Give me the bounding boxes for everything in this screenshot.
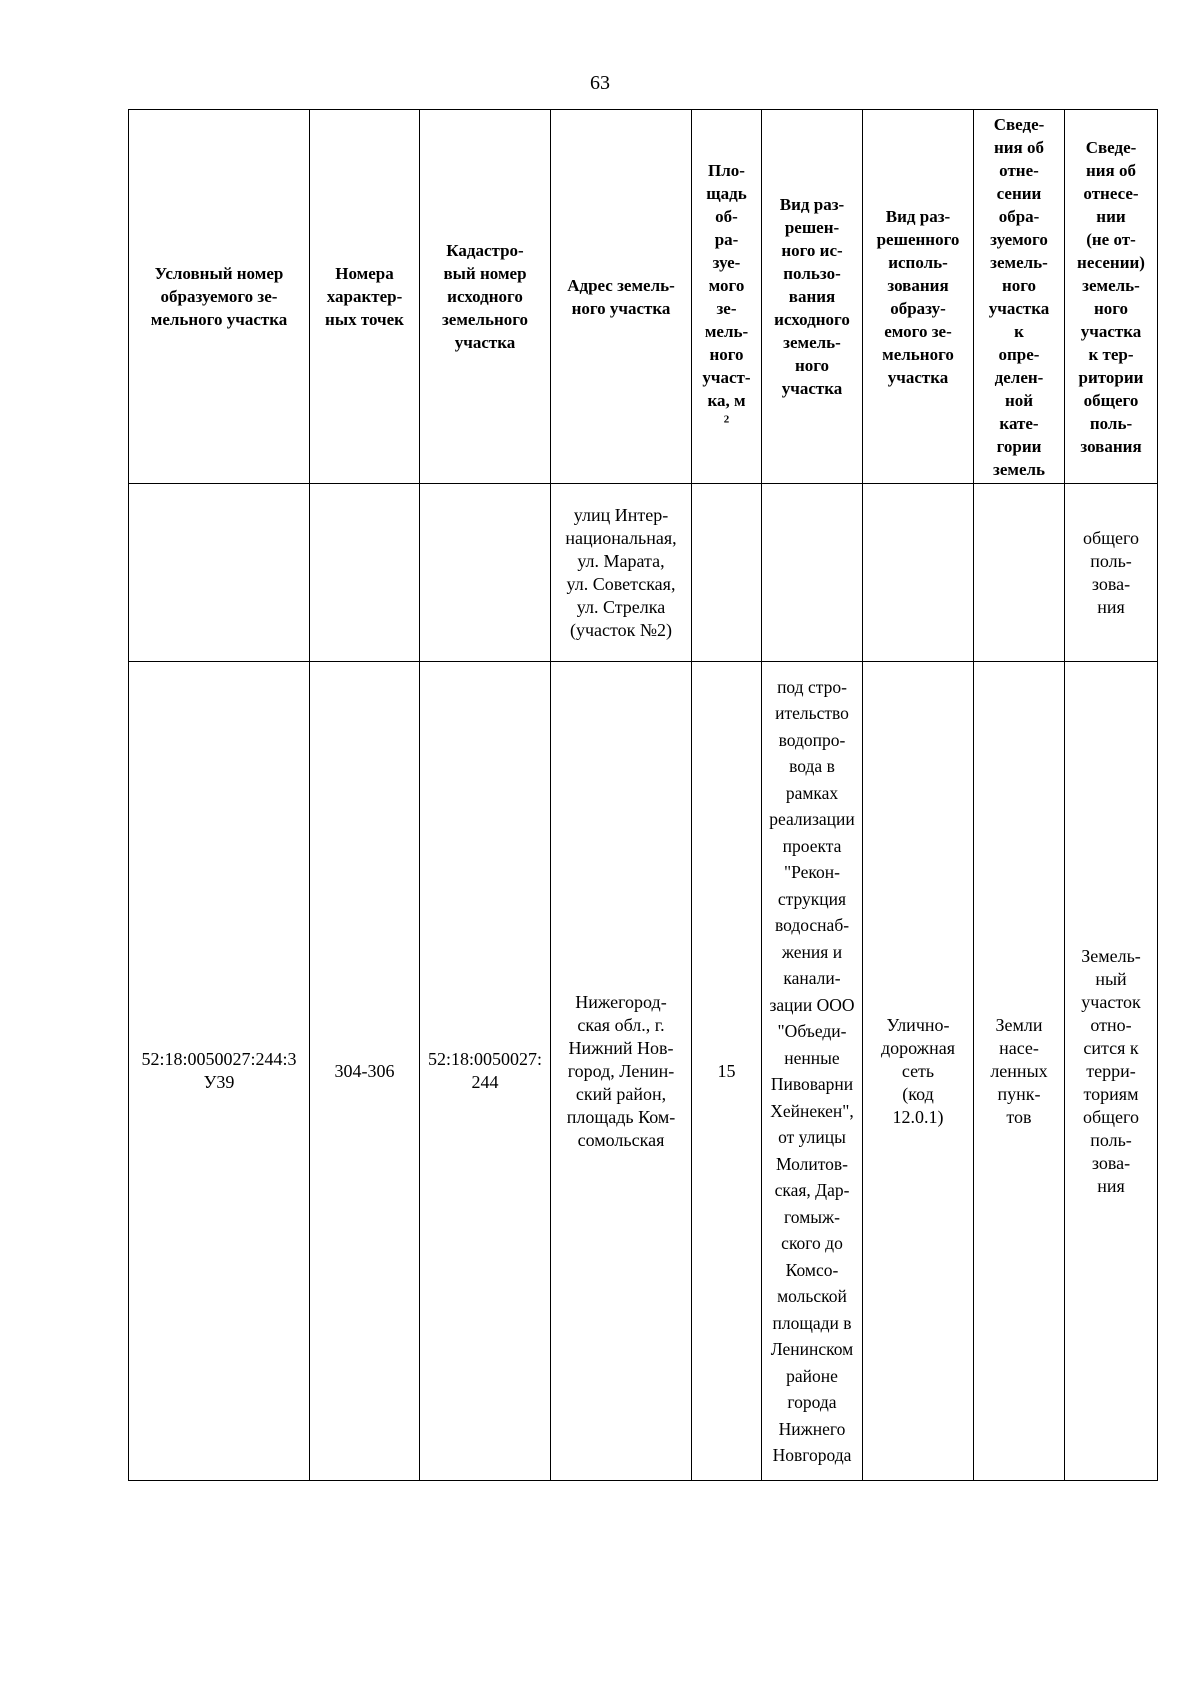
header-public-territory: Сведе- ния об отнесе- нии (не от- несении) земель- ного участка к тер- ритории общего поль- зования — [1065, 110, 1158, 484]
area-unit-superscript: 2 — [723, 412, 730, 425]
table-cell: 15 — [692, 662, 762, 1481]
header-conditional-number: Условный номер образуемого зе- мельного участка — [129, 110, 310, 484]
header-address: Адрес земель- ного участка — [551, 110, 692, 484]
table-cell: Улично- дорожная сеть (код 12.0.1) — [863, 662, 974, 1481]
table-cell: Земли насе- ленных пунк- тов — [974, 662, 1065, 1481]
table-cell — [863, 484, 974, 662]
land-plot-table — [128, 109, 1158, 1481]
table-row — [129, 484, 1158, 662]
table-cell — [692, 484, 762, 662]
table-cell: под стро- ительство водопро- вода в рамках реализации проекта "Рекон- струкция водоснаб- жения и канали- зации ООО "Объеди- ненные Пивоварни Хейнекен", от улицы Молитов- ская, Дар- гомыж- ского до Комсо- мольской площади в Ленинском районе города Нижнего Новгорода — [762, 662, 863, 1481]
header-area: Пло- щадь об- ра- зуе- мого зе- мель- ного участ- ка, м $^2$ — [692, 110, 762, 484]
table-cell: 304-306 — [310, 662, 420, 1481]
table-cell: 52:18:0050027:244:3 У39 — [129, 662, 310, 1481]
table-cell — [310, 484, 420, 662]
table-cell: 52:18:0050027: 244 — [420, 662, 551, 1481]
header-land-category: Сведе- ния об отне- сении обра- зуемого земель- ного участка к опре- делен- ной кате- гории земель — [974, 110, 1065, 484]
table-header-row — [129, 110, 1158, 484]
table-cell: улиц Интер- национальная, ул. Марата, ул. Советская, ул. Стрелка (участок №2) — [551, 484, 692, 662]
header-point-numbers: Номера характер- ных точек — [310, 110, 420, 484]
table-cell — [129, 484, 310, 662]
header-new-permitted-use: Вид раз- решенного исполь- зования образу- емого зе- мельного участка — [863, 110, 974, 484]
table-cell: общего поль- зова- ния — [1065, 484, 1158, 662]
header-source-permitted-use: Вид раз- решен- ного ис- пользо- вания исходного земель- ного участка — [762, 110, 863, 484]
table-cell — [762, 484, 863, 662]
header-source-cadastral-number: Кадастро- вый номер исходного земельного участка — [420, 110, 551, 484]
page-number: 63 — [590, 72, 610, 94]
table-cell: Нижегород- ская обл., г. Нижний Нов- город, Ленин- ский район, площадь Ком- сомольская — [551, 662, 692, 1481]
table-cell — [974, 484, 1065, 662]
table-row — [129, 662, 1158, 1481]
table-cell — [420, 484, 551, 662]
table-cell: Земель- ный участок отно- сится к терри- ториям общего поль- зова- ния — [1065, 662, 1158, 1481]
